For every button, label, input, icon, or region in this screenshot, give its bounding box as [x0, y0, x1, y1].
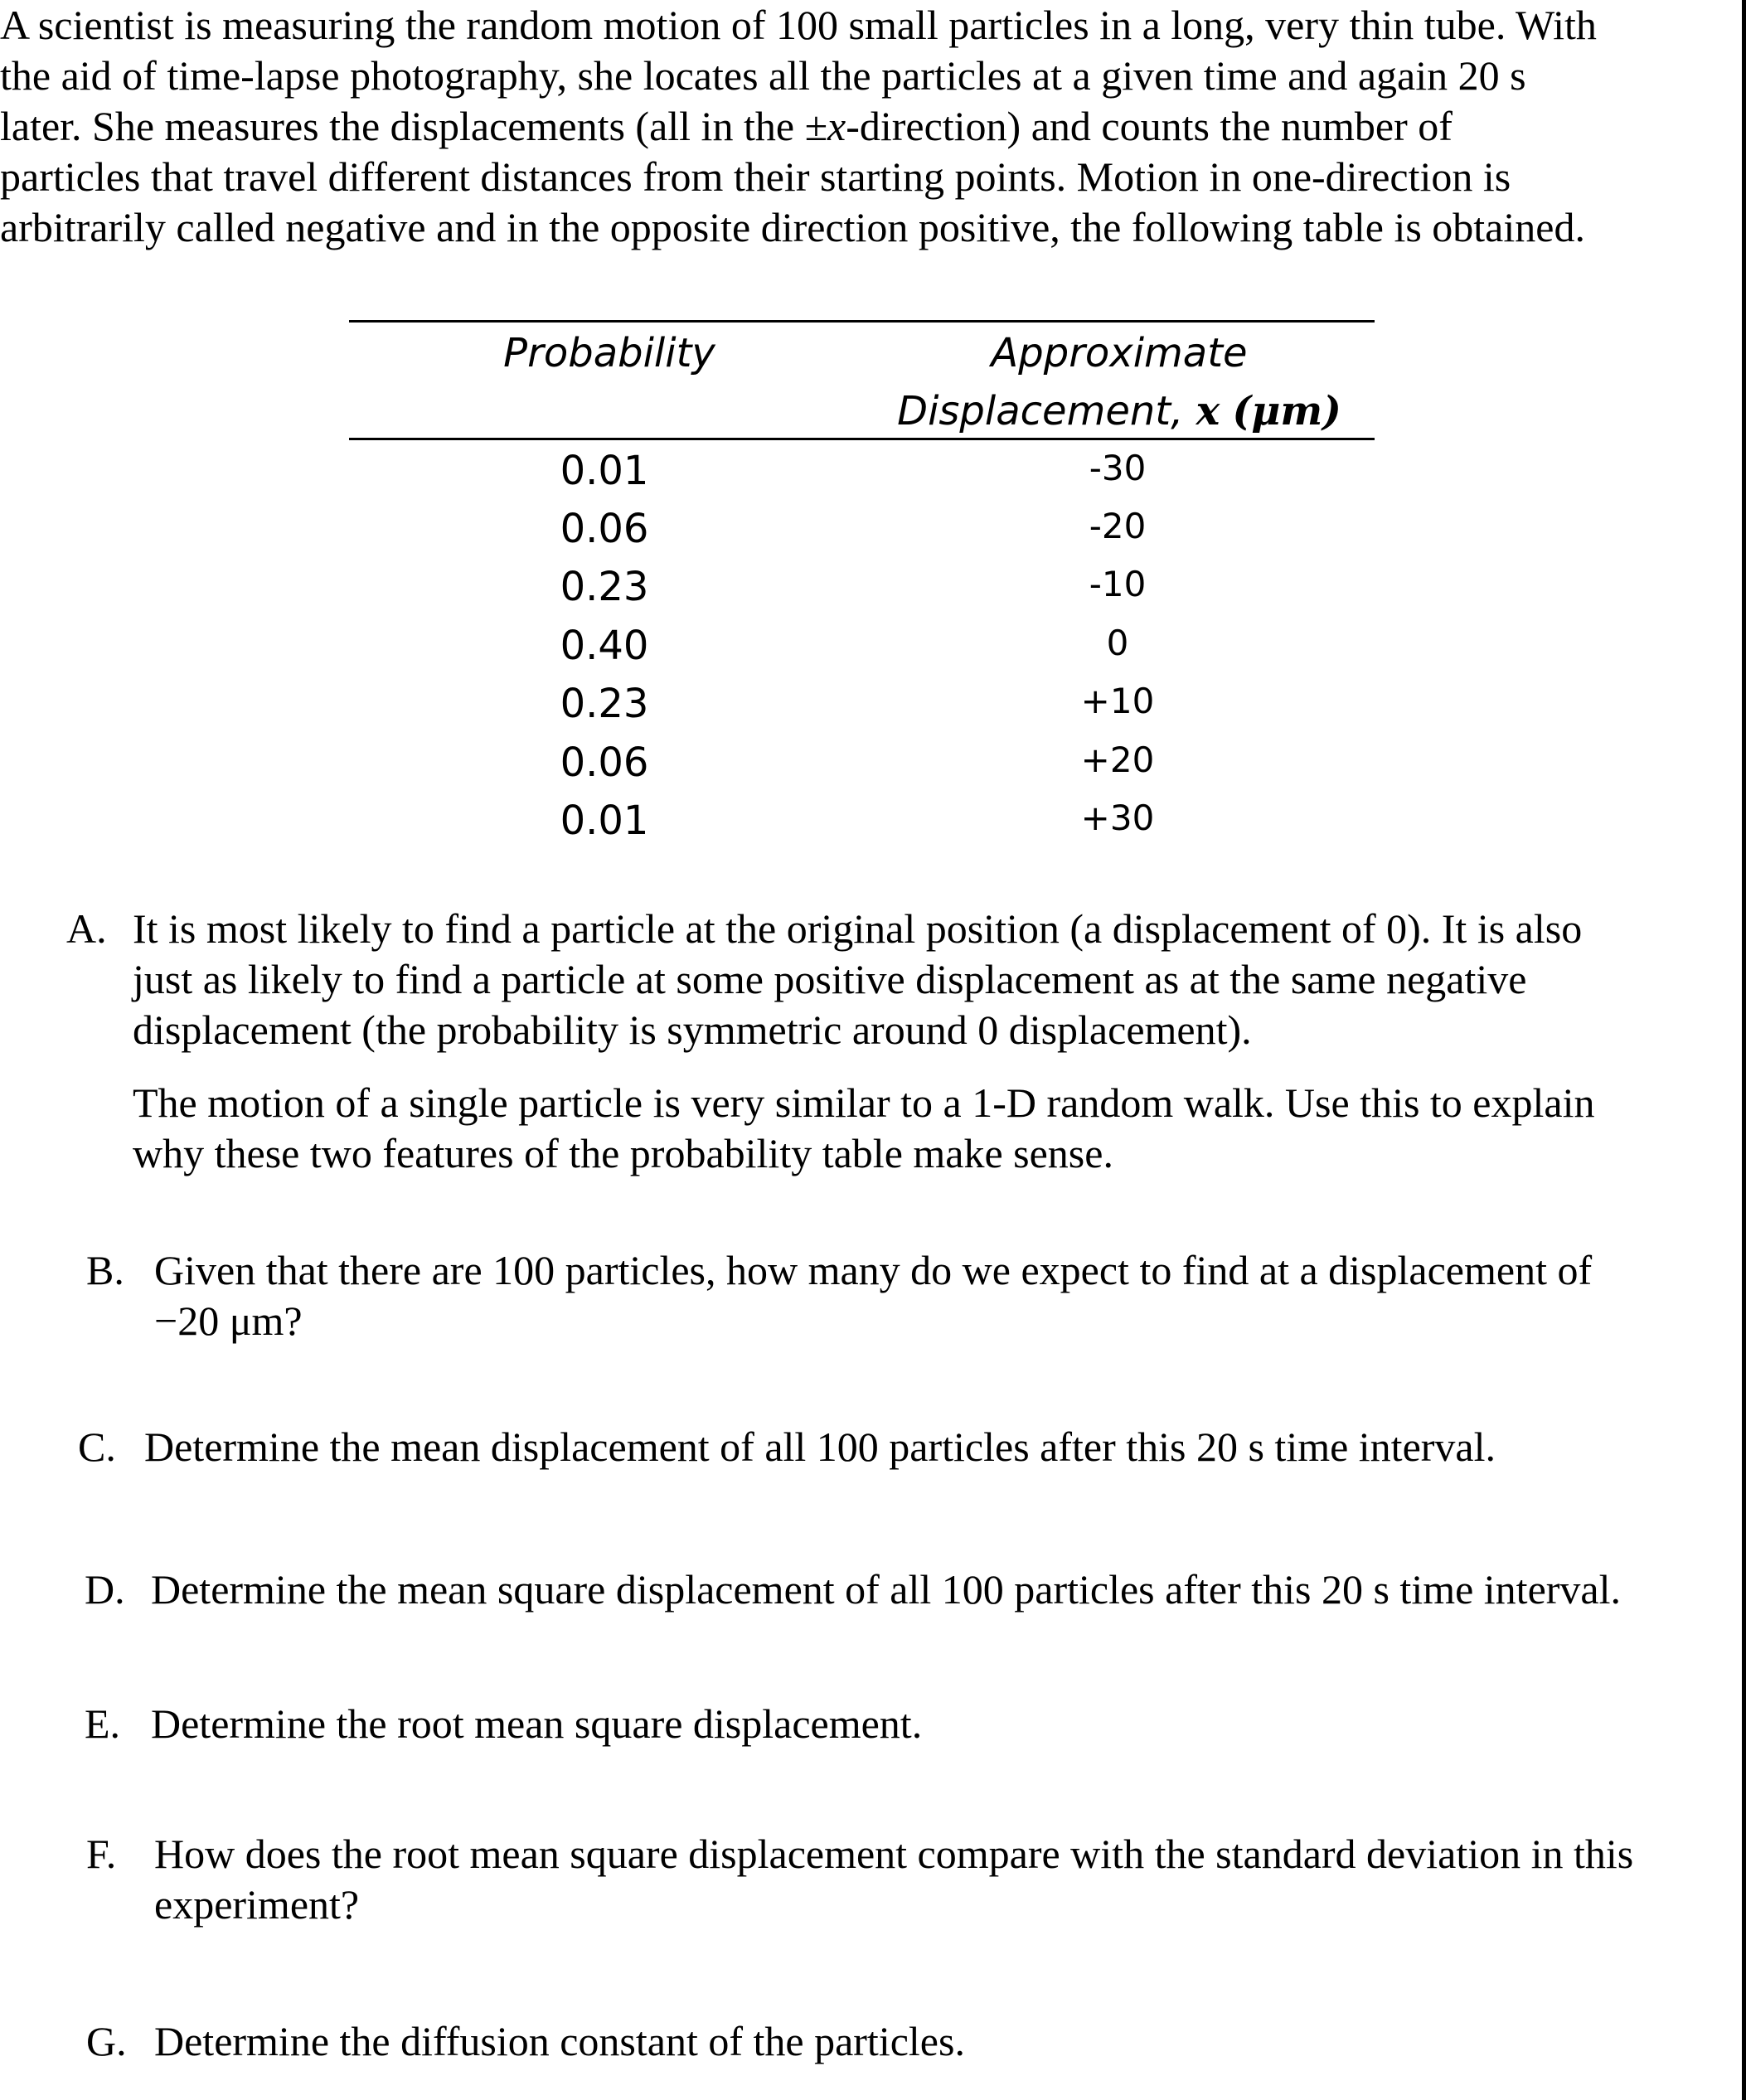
question-a-line-2: just as likely to find a particle at some positive displacement as at the same negative	[133, 956, 1527, 1002]
intro-line-3	[0, 101, 1733, 152]
table-row-4-probability: 0.40	[560, 623, 649, 669]
table-row-4-displacement: 0	[1106, 623, 1129, 663]
question-d	[85, 1564, 1621, 1615]
question-g-text: Determine the diffusion constant of the particles.	[154, 2018, 965, 2064]
header-displacement-var: x	[1196, 388, 1220, 434]
question-f	[86, 1829, 1633, 1930]
problem-intro	[0, 0, 1733, 253]
header-displacement-line2	[862, 384, 1376, 439]
intro-line-3b: -direction) and counts the number of	[846, 103, 1453, 149]
header-displacement-line1: Approximate	[991, 330, 1248, 376]
question-f-line-2: experiment?	[154, 1881, 360, 1928]
intro-line-4: particles that travel different distances from their starting points. Motion in one-direction is	[0, 153, 1511, 200]
header-probability: Probability	[503, 330, 715, 376]
table-header-rule	[349, 438, 1375, 440]
intro-line-1: A scientist is measuring the random motion of 100 small particles in a long, very thin tube. With	[0, 2, 1597, 48]
question-c	[78, 1422, 1496, 1472]
question-b-line-1: Given that there are 100 particles, how many do we expect to find at a displacement of	[154, 1247, 1593, 1293]
table-row-7-displacement: +30	[1080, 798, 1155, 838]
question-a	[66, 904, 1582, 1055]
question-a-followup-line-2: why these two features of the probability table make sense.	[133, 1130, 1113, 1176]
intro-line-3a: later. She measures the displacements (all in the	[0, 103, 805, 149]
plus-minus-x: ±x	[804, 103, 846, 149]
question-f-label: F.	[86, 1831, 117, 1877]
question-e-text: Determine the root mean square displacement.	[151, 1700, 923, 1747]
table-row-5-displacement: +10	[1080, 681, 1155, 721]
question-c-label: C.	[78, 1423, 116, 1470]
question-d-text: Determine the mean square displacement of all 100 particles after this 20 s time interval.	[151, 1566, 1621, 1613]
table-row-2-displacement: -20	[1089, 506, 1147, 546]
table-row-2-probability: 0.06	[560, 506, 649, 552]
table-row-1-displacement: -30	[1089, 448, 1147, 488]
question-a-line-3: displacement (the probability is symmetric around 0 displacement).	[133, 1006, 1252, 1053]
question-b-label: B.	[86, 1247, 124, 1293]
intro-line-2: the aid of time-lapse photography, she locates all the particles at a given time and again 20 s	[0, 52, 1526, 99]
table-row-6-probability: 0.06	[560, 740, 649, 786]
question-a-followup-line-1: The motion of a single particle is very similar to a 1-D random walk. Use this to explain	[133, 1079, 1595, 1126]
question-e	[85, 1699, 922, 1749]
table-row-3-displacement: -10	[1089, 564, 1147, 604]
question-b	[86, 1245, 1592, 1346]
table-row-6-displacement: +20	[1080, 740, 1155, 780]
table-row-3-probability: 0.23	[560, 564, 649, 610]
table-row-5-probability: 0.23	[560, 681, 649, 727]
question-e-label: E.	[85, 1700, 121, 1747]
question-a-label: A.	[66, 905, 107, 952]
header-displacement-text: Displacement,	[897, 388, 1196, 434]
page-right-border	[1742, 0, 1746, 2100]
question-a-followup	[133, 1078, 1594, 1179]
question-g-label: G.	[86, 2018, 127, 2064]
header-displacement-unit: (μm)	[1232, 388, 1341, 434]
question-b-line-2: −20 μm?	[154, 1297, 303, 1344]
question-d-label: D.	[85, 1566, 125, 1613]
question-g	[86, 2016, 965, 2067]
question-f-line-1: How does the root mean square displacement compare with the standard deviation in this	[154, 1831, 1634, 1877]
table-row-1-probability: 0.01	[560, 448, 649, 494]
intro-line-5: arbitrarily called negative and in the opposite direction positive, the following table is obtained.	[0, 204, 1585, 250]
question-a-line-1: It is most likely to find a particle at the original position (a displacement of 0). It is also	[133, 905, 1583, 952]
question-c-text: Determine the mean displacement of all 100 particles after this 20 s time interval.	[144, 1423, 1496, 1470]
table-row-7-probability: 0.01	[560, 798, 649, 844]
table-top-rule	[349, 320, 1375, 323]
